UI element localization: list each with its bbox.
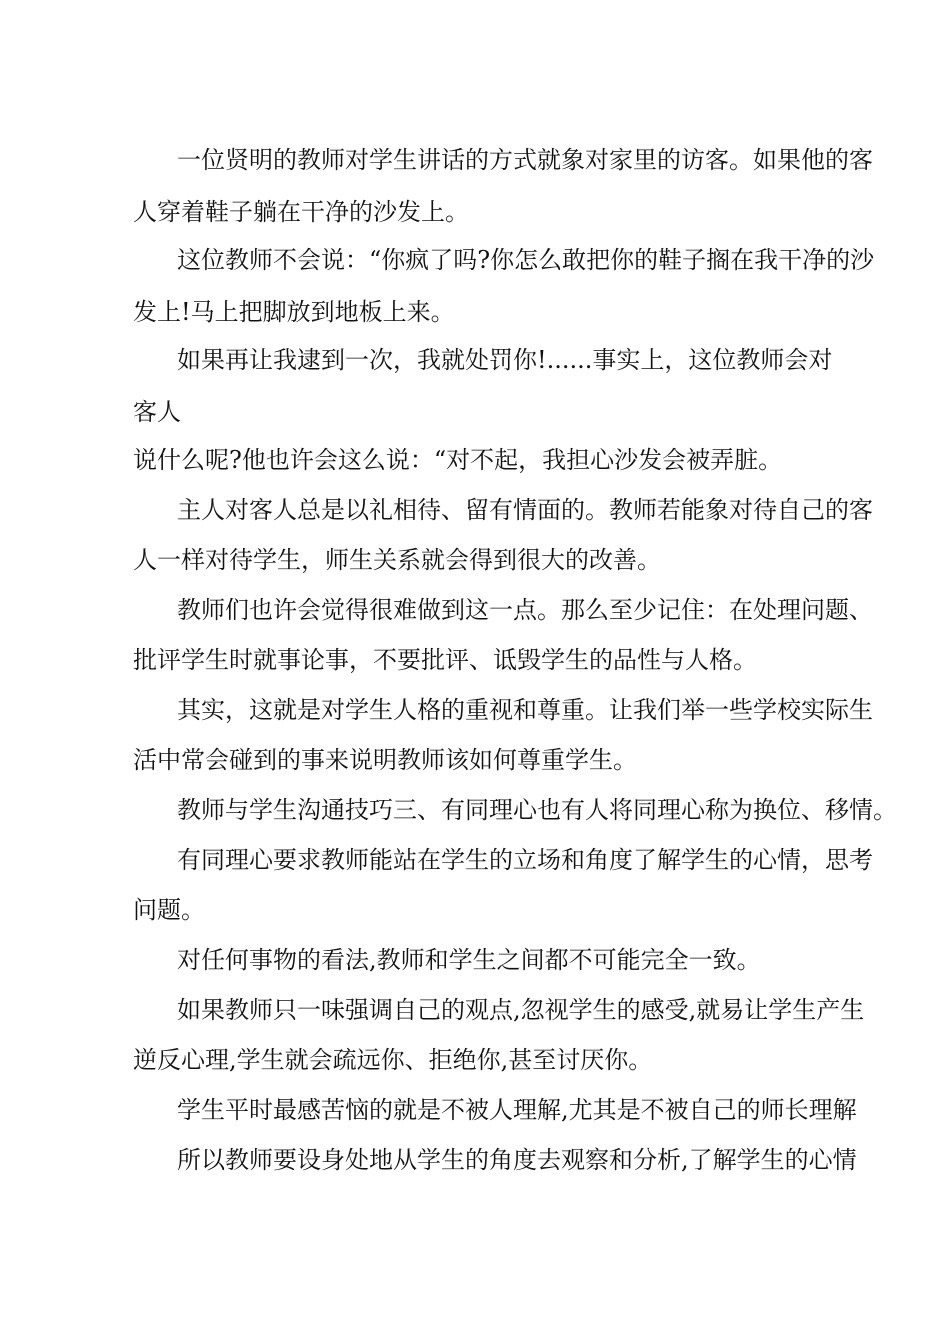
paragraph-line: 问题。 bbox=[133, 896, 205, 924]
paragraph-line: 发上!马上把脚放到地板上来。 bbox=[133, 298, 455, 326]
paragraph-line: 这位教师不会说：“你疯了吗?你怎么敢把你的鞋子搁在我干净的沙 bbox=[177, 246, 875, 274]
paragraph-line: 客人 bbox=[133, 398, 181, 426]
paragraph-line: 逆反心理,学生就会疏远你、拒绝你,甚至讨厌你。 bbox=[133, 1046, 653, 1074]
paragraph-line: 其实，这就是对学生人格的重视和尊重。让我们举一些学校实际生 bbox=[177, 696, 873, 724]
paragraph-line: 活中常会碰到的事来说明教师该如何尊重学生。 bbox=[133, 746, 637, 774]
paragraph-line: 一位贤明的教师对学生讲话的方式就象对家里的访客。如果他的客 bbox=[177, 146, 873, 174]
paragraph-line: 如果教师只一味强调自己的观点,忽视学生的感受,就易让学生产生 bbox=[177, 996, 865, 1024]
paragraph-line: 批评学生时就事论事，不要批评、诋毁学生的品性与人格。 bbox=[133, 646, 757, 674]
paragraph-line: 教师与学生沟通技巧三、有同理心也有人将同理心称为换位、移情。 bbox=[177, 796, 897, 824]
paragraph-line: 人一样对待学生，师生关系就会得到很大的改善。 bbox=[133, 546, 661, 574]
paragraph-line: 有同理心要求教师能站在学生的立场和角度了解学生的心情，思考 bbox=[177, 846, 873, 874]
paragraph-line: 说什么呢?他也许会这么说：“对不起，我担心沙发会被弄脏。 bbox=[133, 446, 783, 474]
paragraph-line: 主人对客人总是以礼相待、留有情面的。教师若能象对待自己的客 bbox=[177, 496, 873, 524]
paragraph-line: 对任何事物的看法,教师和学生之间都不可能完全一致。 bbox=[177, 946, 761, 974]
paragraph-line: 所以教师要设身处地从学生的角度去观察和分析,了解学生的心情 bbox=[177, 1146, 857, 1174]
paragraph-line: 教师们也许会觉得很难做到这一点。那么至少记住：在处理问题、 bbox=[177, 596, 873, 624]
paragraph-line: 学生平时最感苦恼的就是不被人理解,尤其是不被自己的师长理解 bbox=[177, 1096, 857, 1124]
paragraph-line: 如果再让我逮到一次，我就处罚你!......事实上，这位教师会对 bbox=[177, 346, 833, 374]
paragraph-line: 人穿着鞋子躺在干净的沙发上。 bbox=[133, 198, 469, 226]
